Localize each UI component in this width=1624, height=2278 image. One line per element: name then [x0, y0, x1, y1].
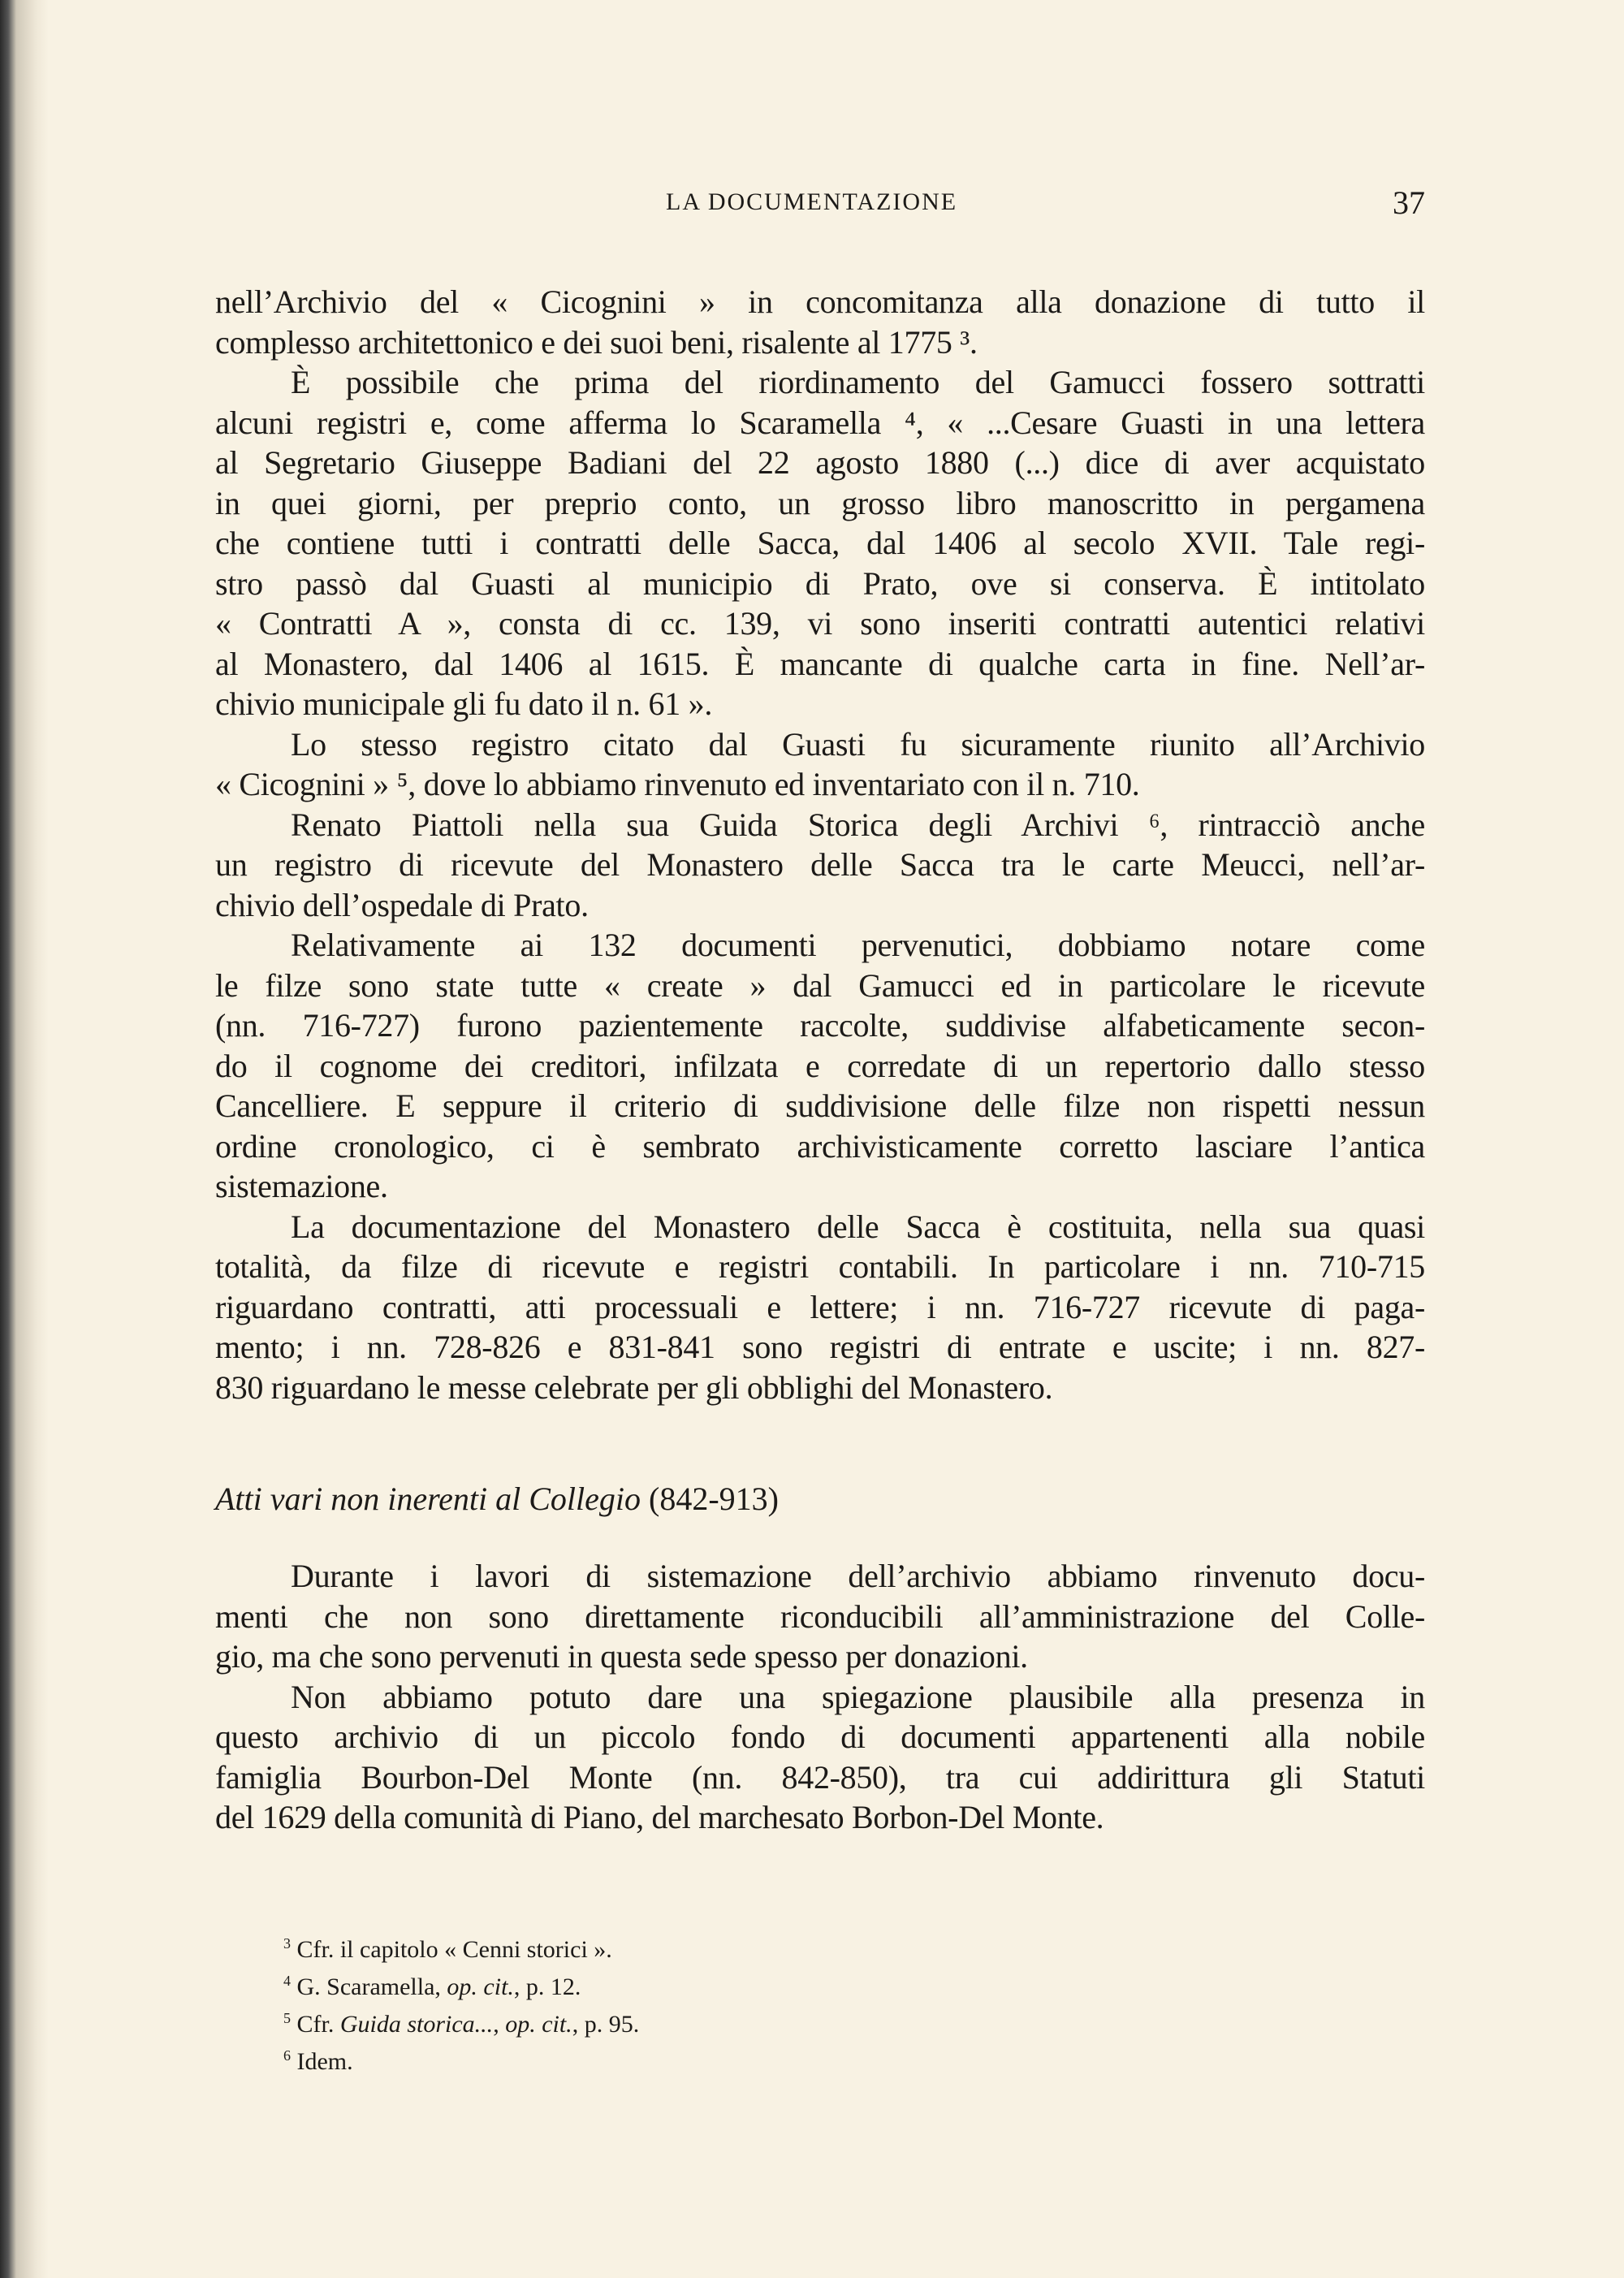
text-line: Non abbiamo potuto dare una spiegazione plausibile alla presenza in [291, 1678, 1425, 1715]
footnote-text: , p. 12. [513, 1973, 581, 2000]
footnote [283, 1928, 639, 1965]
footnote-text: Idem. [296, 2048, 353, 2075]
text-line: chivio dell’ospedale di Prato. [215, 886, 589, 923]
text-line: del 1629 della comunità di Piano, del marchesato Borbon-Del Monte. [215, 1799, 1104, 1835]
footnote-text: Cfr. [296, 2011, 340, 2038]
footnote-text: op. cit. [505, 2011, 572, 2038]
section-heading-range: (842-913) [641, 1480, 779, 1517]
footnotes [283, 1928, 639, 2077]
page-number: 37 [1393, 184, 1425, 221]
text-line: mento; i nn. 728-826 e 831-841 sono registri di entrate e uscite; i nn. 827- [215, 1329, 1425, 1365]
section-heading-title: Atti vari non inerenti al Collegio [215, 1480, 641, 1517]
text-line: questo archivio di un piccolo fondo di documenti appartenenti alla nobile [215, 1718, 1425, 1755]
running-head [0, 184, 1624, 229]
paragraph [215, 805, 1425, 926]
footnote-number: 4 [283, 1973, 291, 1989]
footnote-text: G. Scaramella, [296, 1973, 447, 2000]
text-line: le filze sono state tutte « create » dal Gamucci ed in particolare le ricevute [215, 966, 1425, 1004]
text-line: che contiene tutti i contratti delle Sacca, dal 1406 al secolo XVII. Tale regi- [215, 525, 1425, 561]
text-line: do il cognome dei creditori, infilzata e corredate di un repertorio dallo stesso [215, 1047, 1425, 1084]
body-text-lower [215, 1556, 1425, 1838]
paragraph [215, 362, 1425, 724]
text-line: 830 riguardano le messe celebrate per gli obblighi del Monastero. [215, 1368, 1053, 1406]
text-line: ordine cronologico, ci è sembrato archivisticamente corretto lasciare l’antica [215, 1127, 1425, 1165]
paragraph [215, 1556, 1425, 1677]
text-line: complesso architettonico e dei suoi beni, risalente al 1775 ³. [215, 323, 978, 361]
text-line: Relativamente ai 132 documenti pervenutici, dobbiamo notare come [291, 927, 1425, 963]
footnote-number: 6 [283, 2047, 291, 2064]
text-line: « Cicognini » ⁵, dove lo abbiamo rinvenuto ed inventariato con il n. 710. [215, 766, 1140, 802]
text-line: al Monastero, dal 1406 al 1615. È mancante di qualche carta in fine. Nell’ar- [215, 645, 1425, 682]
paragraph [215, 925, 1425, 1207]
text-line: (nn. 716-727) furono pazientemente raccolte, suddivise alfabeticamente secon- [215, 1007, 1425, 1044]
text-line: Durante i lavori di sistemazione dell’archivio abbiamo rinvenuto docu- [291, 1558, 1425, 1594]
text-line: È possibile che prima del riordinamento del Gamucci fossero sottratti [291, 364, 1425, 400]
footnote-text: Cfr. il capitolo « Cenni storici ». [296, 1936, 612, 1963]
text-line: al Segretario Giuseppe Badiani del 22 agosto 1880 (...) dice di aver acquistato [215, 444, 1425, 481]
text-line: menti che non sono direttamente riconducibili all’amministrazione del Colle- [215, 1597, 1425, 1635]
footnote [283, 2003, 639, 2040]
text-line: Cancelliere. E seppure il criterio di suddivisione delle filze non rispetti nessun [215, 1087, 1425, 1124]
footnote [283, 1965, 639, 2003]
footnote-text: , [493, 2011, 506, 2038]
text-line: chivio municipale gli fu dato il n. 61 ». [215, 685, 713, 722]
text-line: alcuni registri e, come afferma lo Scaramella ⁴, « ...Cesare Guasti in una lettera [215, 404, 1425, 441]
text-line: totalità, da filze di ricevute e registri contabili. In particolare i nn. 710-715 [215, 1248, 1425, 1285]
footnote-text: op. cit. [447, 1973, 514, 2000]
section-heading [215, 1479, 779, 1519]
footnote-text: , p. 95. [572, 2011, 640, 2038]
paragraph [215, 1207, 1425, 1408]
text-line: Renato Piattoli nella sua Guida Storica degli Archivi ⁶, rintracciò anche [291, 806, 1425, 843]
text-line: un registro di ricevute del Monastero delle Sacca tra le carte Meucci, nell’ar- [215, 846, 1425, 883]
text-line: nell’Archivio del « Cicognini » in concomitanza alla donazione di tutto il [215, 283, 1425, 320]
footnote-number: 3 [283, 1935, 291, 1952]
text-line: famiglia Bourbon-Del Monte (nn. 842-850), tra cui addirittura gli Statuti [215, 1758, 1425, 1796]
text-line: « Contratti A », consta di cc. 139, vi sono inseriti contratti autentici relativi [215, 605, 1425, 642]
text-line: sistemazione. [215, 1168, 388, 1204]
book-gutter-shadow [0, 0, 49, 2278]
footnote-text: Guida storica... [339, 2011, 494, 2038]
paragraph [215, 724, 1425, 805]
footnote [283, 2040, 639, 2077]
paragraph [215, 282, 1425, 362]
text-line: stro passò dal Guasti al municipio di Prato, ove si conserva. È intitolato [215, 564, 1425, 602]
running-head-title: LA DOCUMENTAZIONE [666, 188, 958, 215]
text-line: riguardano contratti, atti processuali e lettere; i nn. 716-727 ricevute di paga- [215, 1288, 1425, 1325]
body-text-upper [215, 282, 1425, 1407]
paragraph [215, 1677, 1425, 1838]
text-line: gio, ma che sono pervenuti in questa sede spesso per donazioni. [215, 1638, 1028, 1675]
text-line: in quei giorni, per preprio conto, un grosso libro manoscritto in pergamena [215, 484, 1425, 521]
text-line: La documentazione del Monastero delle Sacca è costituita, nella sua quasi [291, 1208, 1425, 1245]
text-line: Lo stesso registro citato dal Guasti fu sicuramente riunito all’Archivio [291, 725, 1425, 763]
footnote-number: 5 [283, 2010, 291, 2026]
